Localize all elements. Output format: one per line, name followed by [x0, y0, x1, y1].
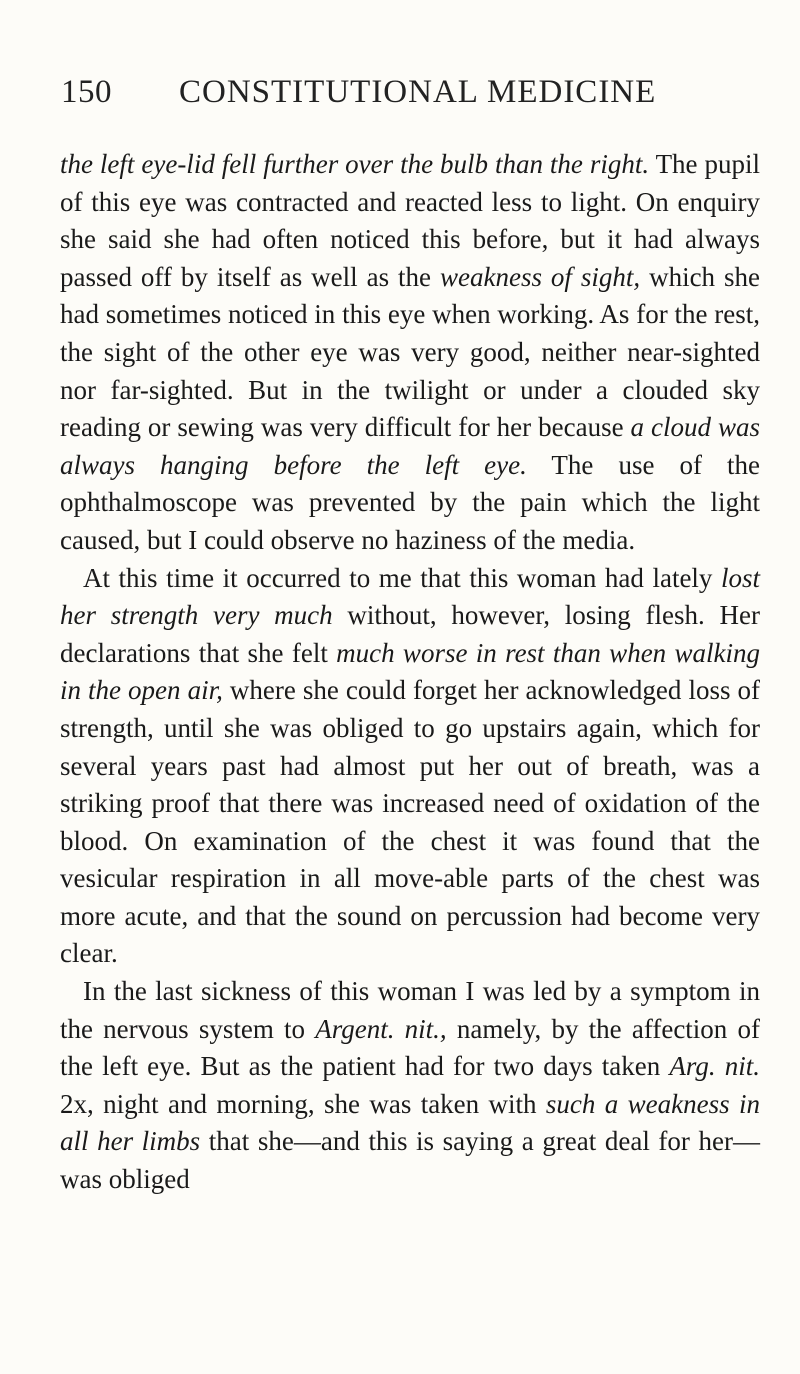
- text-run: The pupil of this eye was contracted and reacted less to light. On enquiry she said she had often noticed this before, but it had always passed off by itself as well as the: [60, 149, 760, 292]
- text-run: that she—and this is saying a great deal for her—was obliged: [60, 1126, 760, 1195]
- text-run: where she could forget her acknowledged loss of strength, until she was obliged to go upstairs again, which for several years past had almost put her out of breath, was a striking proof that there was increased need of oxidation of the blood. On examination of the chest it was found that the vesicular respiration in all move-able parts of the chest was more acute, and that the sound on percussion had become very clear.: [60, 675, 760, 969]
- italic-text-run: weakness of sight,: [439, 261, 641, 292]
- italic-text-run: lost her strength very much: [60, 562, 760, 631]
- paragraph: [60, 146, 760, 560]
- body-text: [60, 146, 760, 1199]
- text-run: In the last sickness of this woman I was led by a symptom in the nervous system to: [60, 976, 760, 1044]
- italic-text-run: such a weakness in all her limbs: [60, 1088, 761, 1157]
- italic-text-run: Argent. nit.,: [315, 1013, 447, 1044]
- page-number: 150: [61, 74, 112, 110]
- running-header: [60, 74, 760, 122]
- paragraph: [60, 973, 760, 1199]
- italic-text-run: the left eye-lid fell further over the bulb than the right.: [60, 149, 650, 179]
- text-run: without, however, losing flesh. Her declarations that she felt: [60, 600, 760, 668]
- running-title: CONSTITUTIONAL MEDICINE: [179, 74, 657, 110]
- text-run: 2x, night and morning, she was taken with: [60, 1088, 546, 1119]
- text-run: The use of the ophthalmoscope was prevented by the pain which the light caused, but I could observe no haziness of the media.: [60, 449, 760, 555]
- text-run: At this time it occurred to me that this woman had lately: [83, 562, 721, 593]
- text-run: namely, by the affection of the left eye. But as the patient had for two days taken: [60, 1013, 760, 1082]
- italic-text-run: a cloud was always hanging before the left eye.: [60, 412, 760, 480]
- text-run: which she had sometimes noticed in this eye when working. As for the rest, the sight of the other eye was very good, neither near-sighted nor far-sighted. But in the twilight or under a clouded sky reading or sewing was very difficult for her because: [60, 261, 760, 443]
- italic-text-run: much worse in rest than when walking in the open air,: [60, 637, 760, 706]
- paragraph: [60, 560, 760, 974]
- book-page: [60, 74, 760, 1199]
- italic-text-run: Arg. nit.: [669, 1051, 760, 1082]
